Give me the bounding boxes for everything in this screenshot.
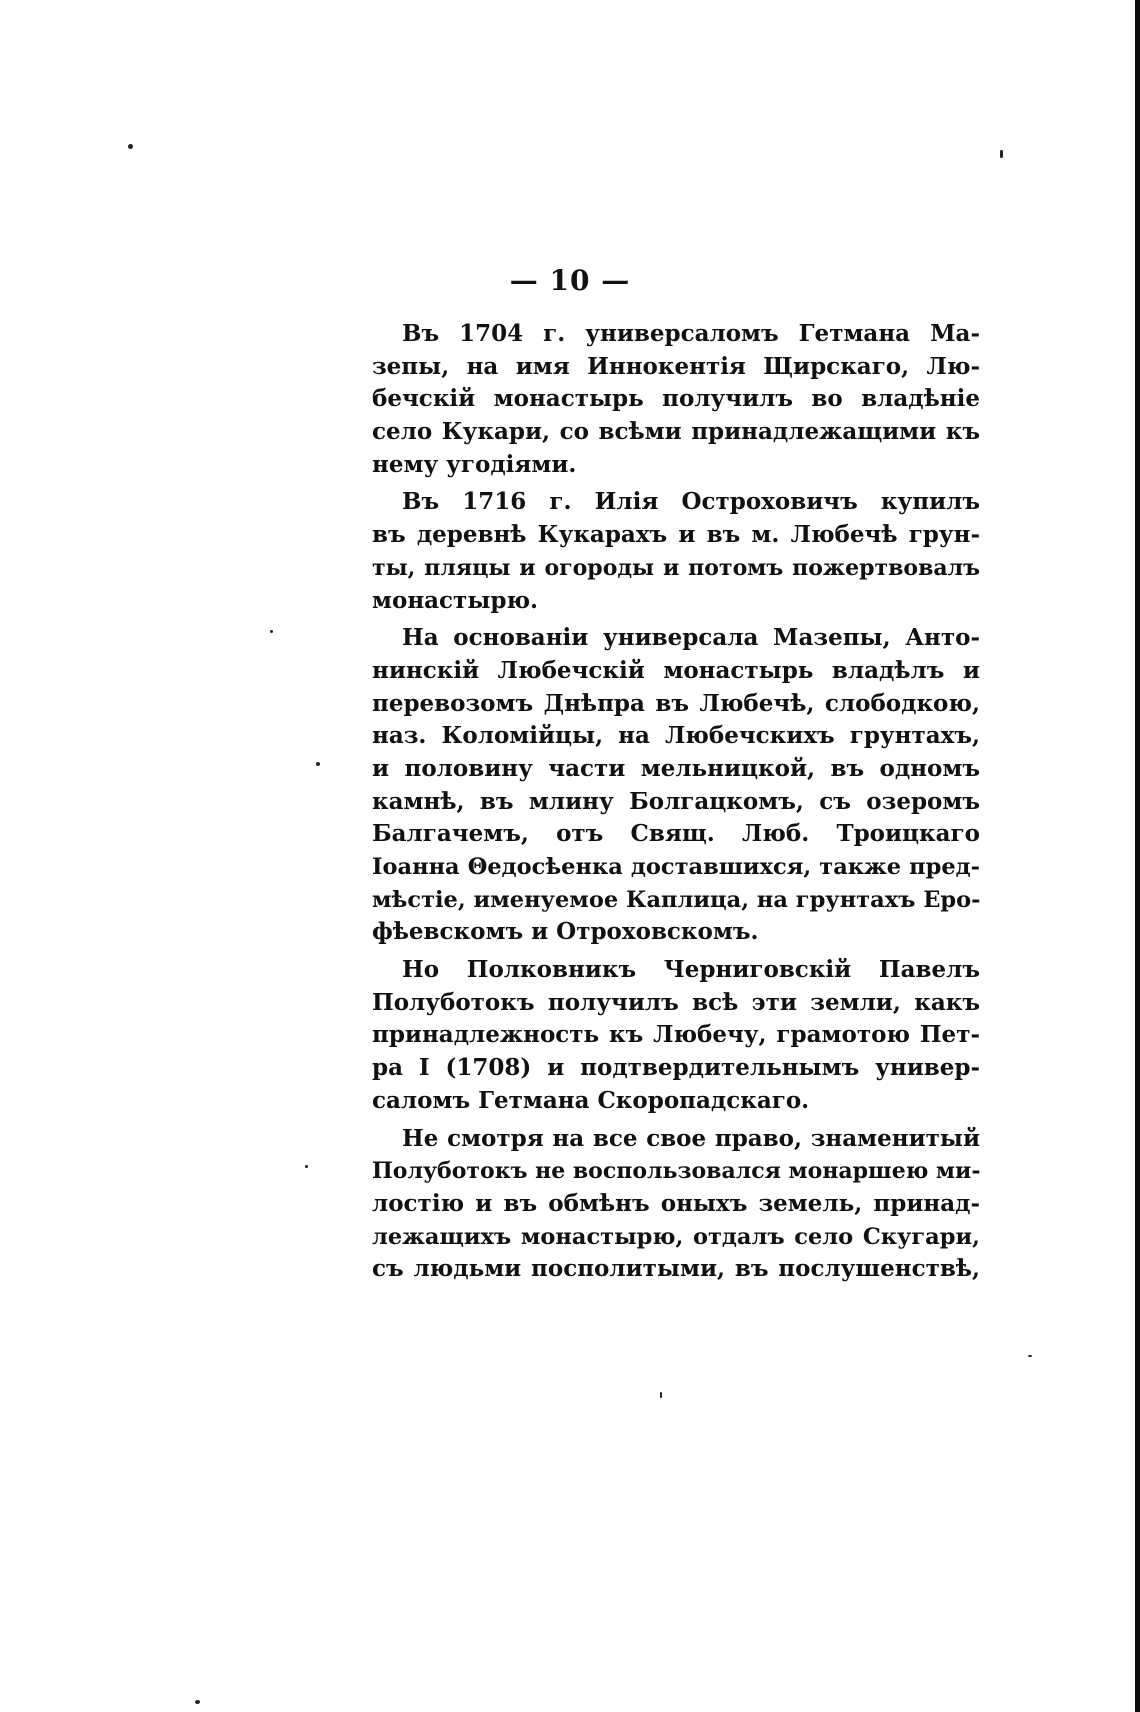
- scan-speck: [1000, 150, 1003, 158]
- text-line: съ людьми посполитыми, въ послушенствѣ,: [372, 1255, 980, 1283]
- text-line: монастырю.: [372, 586, 539, 614]
- text-line: камнѣ, въ млину Болгацкомъ, съ озеромъ: [372, 787, 980, 815]
- paragraph: [372, 1123, 980, 1286]
- scan-speck: [660, 1392, 662, 1398]
- scan-speck: [1028, 1355, 1032, 1357]
- text-line: лежащихъ монастырю, отдалъ село Скугари,: [372, 1223, 980, 1250]
- text-line: Полуботокъ получилъ всѣ эти земли, какъ: [372, 988, 980, 1016]
- text-line: перевозомъ Днѣпра въ Любечѣ, слободкою,: [372, 689, 980, 717]
- paragraph: [372, 486, 980, 617]
- text-line: Не смотря на все свое право, знаменитый: [402, 1124, 980, 1152]
- text-line: мѣстіе, именуемое Каплица, на грунтахъ Еро-: [372, 886, 980, 913]
- text-line: село Кукари, со всѣми принадлежащими къ: [372, 418, 980, 446]
- body-text: [372, 318, 980, 1291]
- paragraph: [372, 954, 980, 1117]
- text-line: ты, пляцы и огороды и потомъ пожертвовалъ: [372, 554, 980, 581]
- text-line: Іоанна Θедосѣенка доставшихся, также пред-: [372, 854, 980, 880]
- scan-speck: [128, 144, 133, 149]
- text-line: саломъ Гетмана Скоропадскаго.: [372, 1086, 810, 1114]
- text-line: Но Полковникъ Черниговскій Павелъ: [402, 956, 980, 984]
- text-line: лостію и въ обмѣнъ оныхъ земель, принад-: [372, 1189, 980, 1217]
- scan-speck: [270, 630, 273, 633]
- paragraph: [372, 622, 980, 949]
- text-line: нинскій Любечскій монастырь владѣлъ и: [372, 656, 980, 684]
- paragraph: [372, 318, 980, 481]
- text-line: нему угодіями.: [372, 450, 577, 478]
- text-line: зепы, на имя Иннокентія Щирскаго, Лю-: [372, 352, 980, 380]
- text-line: бечскій монастырь получилъ во владѣніе: [372, 385, 980, 413]
- scan-speck: [195, 1700, 200, 1704]
- text-line: На основаніи универсала Мазепы, Анто-: [402, 624, 980, 652]
- text-line: ра I (1708) и подтвердительнымъ универ-: [372, 1054, 980, 1082]
- text-line: принадлежность къ Любечу, грамотою Пет-: [372, 1021, 980, 1049]
- page-number: — 10 —: [509, 264, 631, 297]
- text-line: и половину части мельницкой, въ одномъ: [372, 754, 980, 782]
- text-line: Полуботокъ не воспользовался монаршею ми-: [372, 1158, 980, 1185]
- text-line: Въ 1704 г. универсаломъ Гетмана Ма-: [402, 320, 980, 347]
- page-edge-shadow: [1135, 0, 1140, 1712]
- text-line: Въ 1716 г. Илія Остроховичъ купилъ: [402, 488, 980, 516]
- text-line: фѣевскомъ и Отроховскомъ.: [372, 918, 759, 946]
- scan-speck: [316, 762, 320, 766]
- scan-speck: [305, 1165, 308, 1168]
- text-line: Балгачемъ, отъ Свящ. Люб. Троицкаго: [372, 820, 980, 848]
- text-line: наз. Коломійцы, на Любечскихъ грунтахъ,: [372, 722, 980, 750]
- text-line: въ деревнѣ Кукарахъ и въ м. Любечѣ грун-: [372, 521, 980, 549]
